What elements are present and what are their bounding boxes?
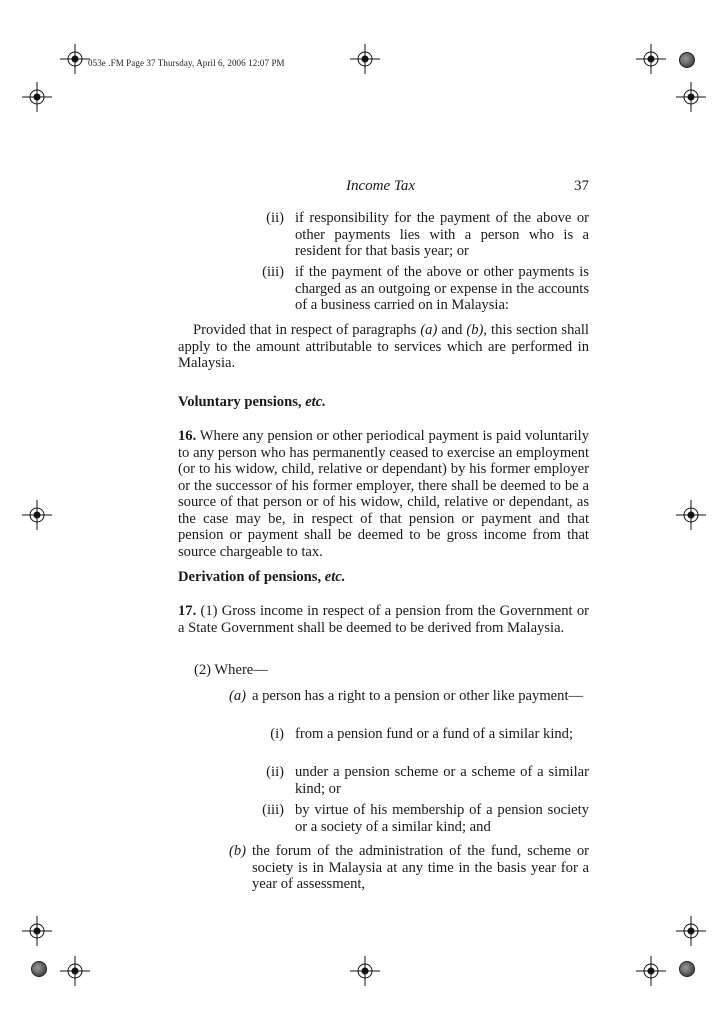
subitem-text: under a pension scheme or a scheme of a similar kind; or xyxy=(295,764,589,797)
subitem-label: (i) xyxy=(270,726,284,742)
section-17-subsection-1: 17. (1) Gross income in respect of a pension from the Government or a State Government shall be deemed to be derived from Malaysia. xyxy=(178,603,589,636)
item-text: if the payment of the above or other payments is charged as an outgoing or expense in the accounts of a business carried on in Malaysia: xyxy=(295,264,589,313)
registration-mark-right-bottom xyxy=(676,916,706,946)
section-number: 16. xyxy=(178,428,197,444)
section-17-subsection-2-lead: (2) Where— xyxy=(194,662,268,678)
paragraph-label-b: (b) xyxy=(228,843,246,859)
color-target-bottom-left xyxy=(31,961,47,977)
registration-mark-bottom-right xyxy=(636,956,666,986)
item-label: (ii) xyxy=(266,210,284,226)
subitem-text: from a pension fund or a fund of a similar kind; xyxy=(295,726,574,742)
paragraph-ref-a: (a) xyxy=(420,322,438,338)
registration-mark-top-center xyxy=(350,44,380,74)
section-number: 17. xyxy=(178,603,197,619)
item-label: (iii) xyxy=(262,264,284,280)
subitem-label: (iii) xyxy=(262,802,284,818)
page-number: 37 xyxy=(574,178,589,194)
paragraph-label-a: (a) xyxy=(228,688,246,704)
running-head-title: Income Tax xyxy=(346,178,416,194)
paragraph-ref-b: (b) xyxy=(466,322,484,338)
color-target-top-right xyxy=(679,52,695,68)
item-text: if responsibility for the payment of the above or other payments lies with a person who is a resident for that basis year; or xyxy=(295,210,589,259)
file-slug-line: 053e .FM Page 37 Thursday, April 6, 2006 12:07 PM xyxy=(88,58,285,68)
paragraph-b-text: the forum of the administration of the fund, scheme or society is in Malaysia at any time in the basis year for a year of assessment, xyxy=(252,843,589,892)
registration-mark-bottom-left xyxy=(60,956,90,986)
paragraph-a-text: a person has a right to a pension or other like payment— xyxy=(252,688,584,704)
registration-mark-left-top xyxy=(22,82,52,112)
registration-mark-right-top xyxy=(676,82,706,112)
subitem-text: by virtue of his membership of a pension society or a society of a similar kind; and xyxy=(295,802,589,835)
section-16-heading: Voluntary pensions, etc. xyxy=(178,394,326,410)
color-target-bottom-right xyxy=(679,961,695,977)
running-head xyxy=(178,178,589,198)
registration-mark-top-left xyxy=(60,44,90,74)
section-16-text: 16. Where any pension or other periodical payment is paid voluntarily to any person who has permanently ceased to exercise an employment (or to his widow, child, relative or dependant) by his former employer or the successor of his former employer, there shall be deemed to be a source of that person or of his widow, child, relative or dependant, as the case may be, in respect of that pension or payment and that pension or payment shall be deemed to be gross income from that source chargeable to tax. xyxy=(178,428,589,560)
section-17-heading: Derivation of pensions, etc. xyxy=(178,569,346,585)
registration-mark-left-bottom xyxy=(22,916,52,946)
registration-mark-right-middle xyxy=(676,500,706,530)
proviso-paragraph: Provided that in respect of paragraphs (a) and (b), this section shall apply to the amount attributable to services which are performed in Malaysia. xyxy=(178,322,589,371)
registration-mark-bottom-center xyxy=(350,956,380,986)
registration-mark-left-middle xyxy=(22,500,52,530)
registration-mark-top-right xyxy=(636,44,666,74)
subitem-label: (ii) xyxy=(266,764,284,780)
